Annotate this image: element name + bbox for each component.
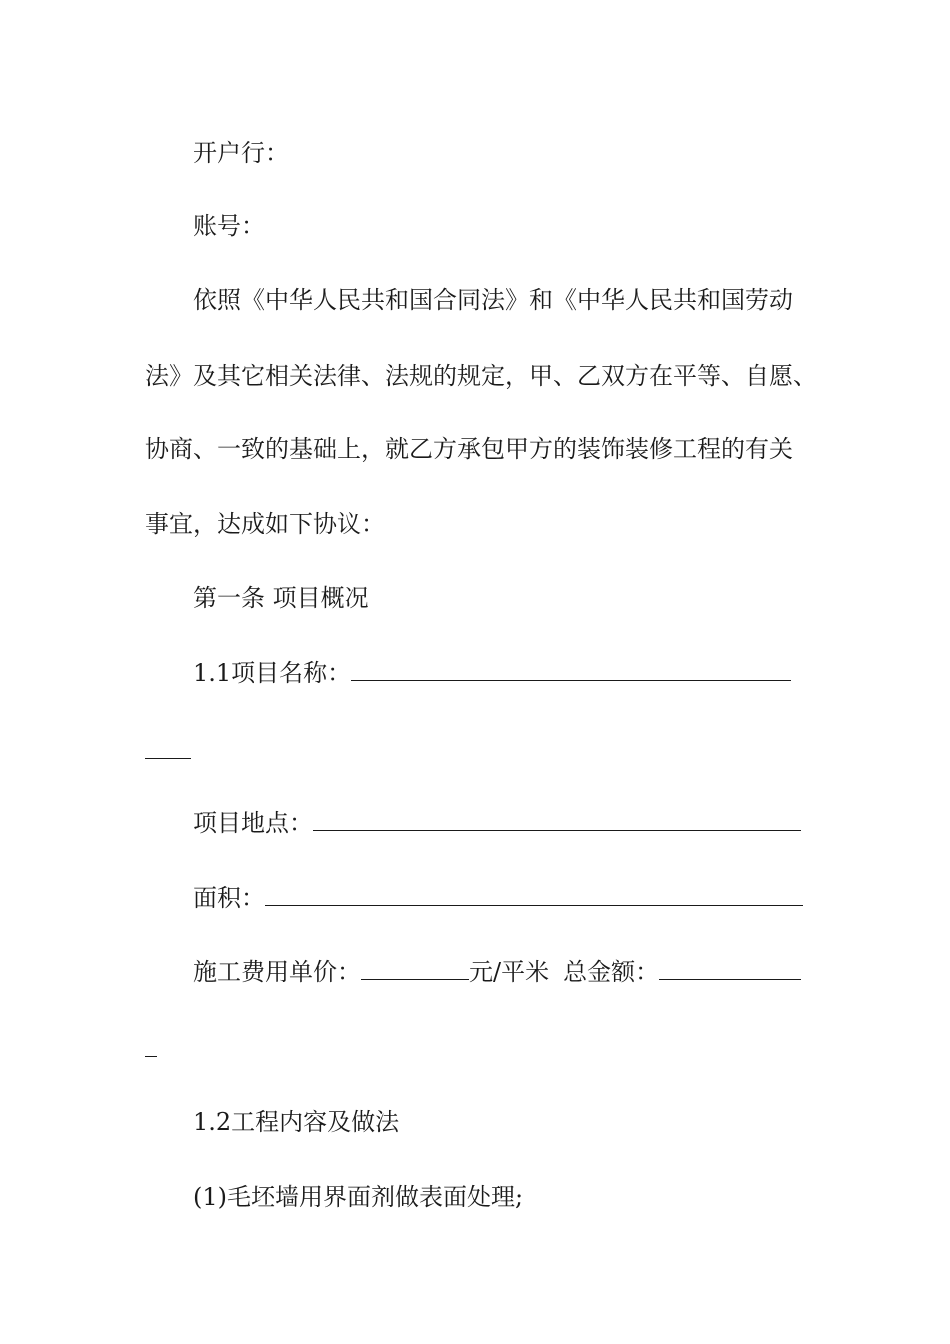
total-amount-blank [659, 959, 801, 980]
project-location-label: 项目地点： [193, 809, 313, 837]
price-row [193, 957, 801, 987]
project-location-blank [313, 810, 801, 831]
unit-price-label: 施工费用单价： [193, 958, 361, 986]
total-amount-blank-continuation [145, 1056, 157, 1057]
paragraph-line-4: 事宜，达成如下协议： [145, 510, 385, 538]
account-label: 账号： [193, 212, 265, 240]
unit-label: 元/平米 [469, 958, 550, 986]
project-name-blank-continuation [145, 758, 191, 759]
item-1-2-title: 1.2工程内容及做法 [193, 1108, 400, 1136]
project-name-row [193, 658, 791, 688]
article-1-title: 第一条 项目概况 [193, 584, 369, 612]
bank-label: 开户行： [193, 139, 289, 167]
total-label: 总金额： [563, 958, 660, 986]
item-1-2-1: (1)毛坯墙用界面剂做表面处理; [193, 1183, 524, 1211]
area-label: 面积： [193, 884, 265, 912]
unit-price-blank [361, 959, 469, 980]
paragraph-line-3: 协商、一致的基础上，就乙方承包甲方的装饰装修工程的有关 [145, 435, 793, 463]
area-blank [265, 885, 803, 906]
project-name-blank [351, 660, 791, 681]
project-name-label: 1.1项目名称： [193, 659, 352, 687]
paragraph-line-1: 依照《中华人民共和国合同法》和《中华人民共和国劳动 [193, 286, 793, 314]
paragraph-line-2: 法》及其它相关法律、法规的规定，甲、乙双方在平等、自愿、 [145, 362, 817, 390]
area-row [193, 883, 803, 913]
project-location-row [193, 808, 801, 838]
